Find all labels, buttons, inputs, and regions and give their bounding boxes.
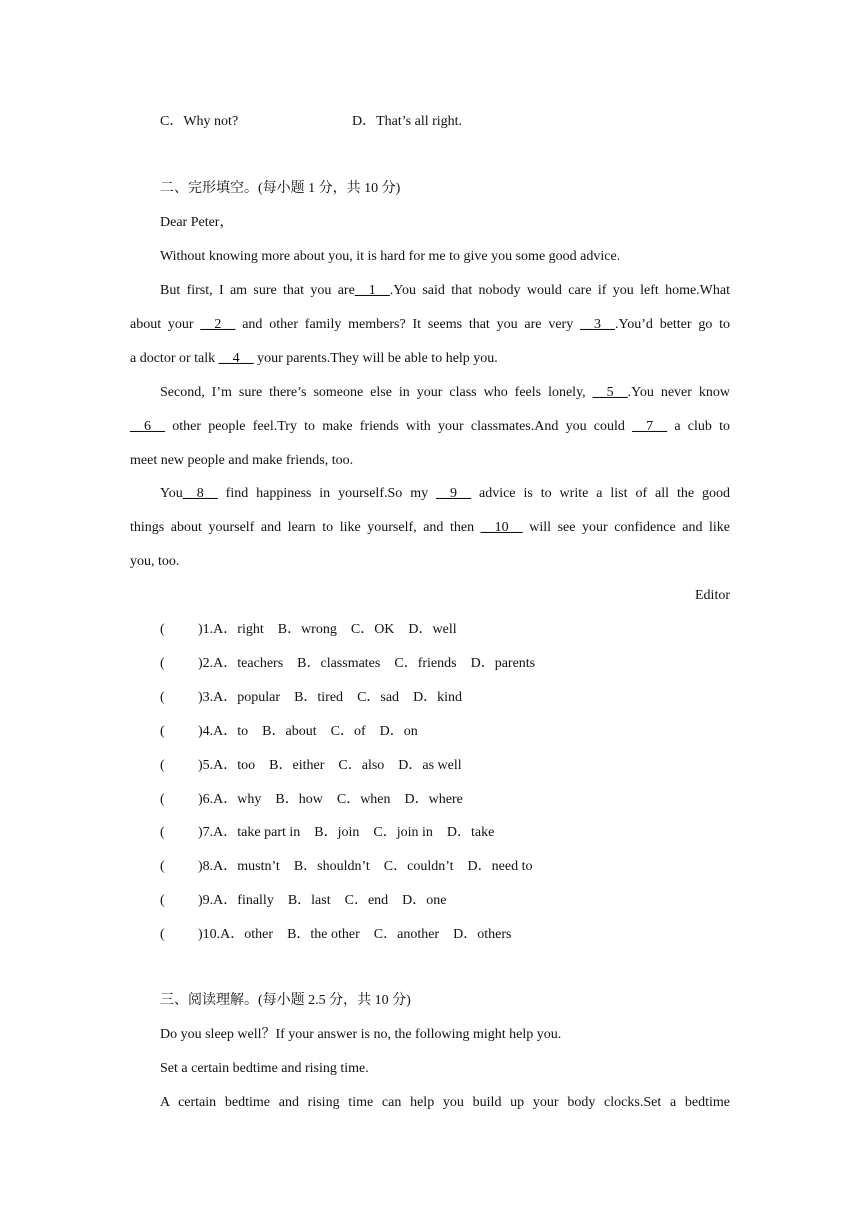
answer-paren: (: [160, 825, 165, 840]
choice-b: B．wrong: [277, 622, 337, 637]
choice-a: A．finally: [213, 893, 274, 908]
answer-paren: (: [160, 927, 165, 942]
choice-b: B．classmates: [297, 656, 381, 671]
blank-3: __3__: [580, 317, 616, 332]
blank-6: __6__: [130, 419, 165, 434]
choice-c: C．sad: [357, 690, 400, 705]
question-10: [160, 925, 511, 945]
choice-c: C．join in: [373, 825, 433, 840]
blank-5: __5__: [592, 385, 628, 400]
section3-title: 三、阅读理解。(每小题 2.5 分，共 10 分): [160, 993, 411, 1008]
choice-a: A．teachers: [213, 656, 284, 671]
question-number: )10.: [198, 927, 221, 942]
text: A certain bedtime and rising time can help you build up your body clocks.Set a bedtime: [160, 1095, 730, 1110]
paragraph-1: Without knowing more about you, it is hard for me to give you some good advice.: [160, 249, 621, 264]
question-3: [160, 688, 462, 708]
choice-d: D．where: [404, 792, 463, 807]
choice-b: B．last: [287, 893, 331, 908]
option-d: D．That’s all right.: [352, 114, 463, 129]
question-number: )8.: [198, 859, 214, 874]
text: a club to: [674, 419, 730, 434]
choice-b: B．the other: [287, 927, 360, 942]
question-number: )2.: [198, 656, 214, 671]
question-number: )4.: [198, 724, 214, 739]
choice-d: D．on: [379, 724, 418, 739]
choice-d: D．others: [453, 927, 512, 942]
question-1: [160, 620, 457, 640]
letter-greeting: Dear Peter，: [160, 215, 234, 230]
paragraph-3-line-2: [130, 417, 730, 437]
paragraph-2-line-2: [130, 315, 730, 335]
choice-c: C．when: [336, 792, 391, 807]
paragraph-2-line-1: [160, 281, 730, 301]
blank-10: __10__: [480, 520, 523, 535]
section2-title: 二、完形填空。(每小题 1 分，共 10 分): [160, 181, 401, 196]
question-number: )7.: [198, 825, 214, 840]
choice-c: C．friends: [394, 656, 457, 671]
choice-a: A．other: [220, 927, 274, 942]
blank-9: __9__: [436, 486, 472, 501]
text: But first, I am sure that you are: [160, 283, 355, 298]
blank-2: __2__: [200, 317, 236, 332]
question-4: [160, 722, 418, 742]
question-7: [160, 823, 494, 843]
blank-1: __1__: [354, 283, 390, 298]
choice-a: A．to: [213, 724, 249, 739]
choice-d: D．well: [408, 622, 457, 637]
text: advice is to write a list of all the good: [478, 486, 731, 501]
answer-paren: (: [160, 893, 165, 908]
choice-b: B．join: [314, 825, 360, 840]
paragraph-2-line-3: [130, 349, 498, 369]
blank-7: __7__: [632, 419, 668, 434]
choice-b: B．either: [269, 758, 325, 773]
question-9: [160, 891, 447, 911]
text: about your: [130, 317, 194, 332]
blank-4: __4__: [218, 351, 254, 366]
choice-c: C．of: [330, 724, 366, 739]
choice-b: B．about: [262, 724, 317, 739]
answer-paren: (: [160, 724, 165, 739]
letter-signature: Editor: [695, 588, 730, 603]
choice-c: C．another: [373, 927, 440, 942]
text: .You never know: [627, 385, 731, 400]
answer-paren: (: [160, 859, 165, 874]
text: other people feel.Try to make friends with your classmates.And you could: [172, 419, 625, 434]
option-c: C．Why not?: [160, 114, 239, 129]
choice-b: B．how: [275, 792, 323, 807]
question-number: )3.: [198, 690, 214, 705]
choice-d: D．parents: [470, 656, 536, 671]
question-8: [160, 857, 532, 877]
paragraph-4-line-1: [160, 484, 730, 504]
choice-d: D．one: [402, 893, 447, 908]
text: .You said that nobody would care if you left home.What: [389, 283, 730, 298]
answer-paren: (: [160, 758, 165, 773]
question-5: [160, 756, 462, 776]
question-number: )5.: [198, 758, 214, 773]
question-number: )6.: [198, 792, 214, 807]
answer-paren: (: [160, 656, 165, 671]
choice-a: A．take part in: [213, 825, 301, 840]
choice-d: D．need to: [467, 859, 533, 874]
question-2: [160, 654, 535, 674]
reading-line-2: Set a certain bedtime and rising time.: [160, 1061, 369, 1076]
question-6: [160, 790, 463, 810]
choice-c: C．OK: [350, 622, 395, 637]
text: Second, I’m sure there’s someone else in your class who feels lonely,: [160, 385, 586, 400]
choice-a: A．too: [213, 758, 256, 773]
text: and other family members? It seems that you are very: [242, 317, 574, 332]
choice-d: D．as well: [398, 758, 462, 773]
answer-paren: (: [160, 690, 165, 705]
text: You: [160, 486, 183, 501]
text: will see your confidence and like: [529, 520, 731, 535]
answer-paren: (: [160, 622, 165, 637]
paragraph-3-line-3: meet new people and make friends, too.: [130, 453, 354, 468]
choice-d: D．take: [446, 825, 495, 840]
choice-a: A．mustn’t: [213, 859, 280, 874]
choice-b: B．shouldn’t: [293, 859, 370, 874]
question-number: )9.: [198, 893, 214, 908]
paragraph-4-line-2: [130, 518, 730, 538]
question-number: )1.: [198, 622, 214, 637]
choice-c: C．couldn’t: [383, 859, 454, 874]
text: things about yourself and learn to like yourself, and then: [130, 520, 475, 535]
paragraph-3-line-1: [160, 383, 730, 403]
choice-a: A．why: [213, 792, 262, 807]
text: find happiness in yourself.So my: [225, 486, 429, 501]
text: .You’d better go to: [615, 317, 731, 332]
choice-a: A．popular: [213, 690, 281, 705]
choice-d: D．kind: [413, 690, 463, 705]
text: a doctor or talk: [130, 351, 216, 366]
text: your parents.They will be able to help you.: [257, 351, 498, 366]
choice-c: C．end: [344, 893, 389, 908]
reading-line-1: Do you sleep well？If your answer is no, the following might help you.: [160, 1027, 562, 1042]
answer-paren: (: [160, 792, 165, 807]
reading-line-3: [160, 1093, 730, 1113]
choice-c: C．also: [338, 758, 385, 773]
choice-b: B．tired: [294, 690, 344, 705]
paragraph-4-line-3: you, too.: [130, 554, 180, 569]
choice-a: A．right: [213, 622, 264, 637]
blank-8: __8__: [182, 486, 218, 501]
